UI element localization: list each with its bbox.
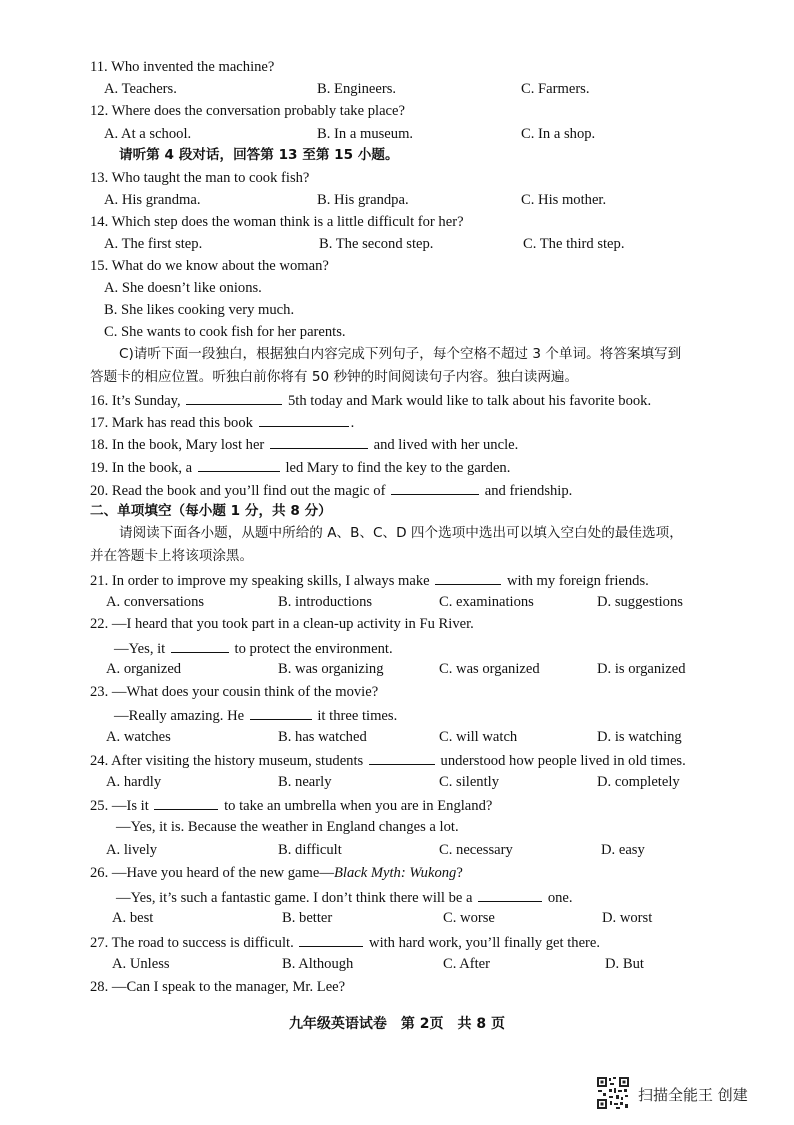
q14-option-c: C. The third step. [523,236,625,252]
q26-line1 [90,864,463,882]
q23-option-b: B. has watched [278,729,367,745]
q14-stem: 14. Which step does the woman think is a little difficult for her? [90,214,464,230]
q15-stem: 15. What do we know about the woman? [90,258,329,274]
q25-option-a: A. lively [106,842,158,858]
q24-option-d: D. completely [597,774,680,790]
q26-text-before: 26. —Have you heard of the new game— [90,865,334,881]
q17-sentence [90,412,354,432]
q24-blank [369,750,435,765]
q24-stem [90,750,686,770]
q16-text-before: 16. It’s Sunday, [90,393,185,409]
q21-text-after: with my foreign friends. [503,573,649,589]
section-2-instruction-line2: 并在答题卡上将该项涂黑。 [90,548,254,564]
q26-text-after: ? [456,865,463,881]
q27-option-a: A. Unless [112,956,170,972]
q24-text-before: 24. After visiting the history museum, students [90,753,367,769]
q27-blank [299,932,363,947]
q17-blank [259,412,349,427]
q22-option-d: D. is organized [597,661,686,677]
q27-text-after: with hard work, you’ll finally get there. [365,935,601,951]
q26-blank [478,887,542,902]
q21-option-c: C. examinations [439,594,534,610]
q11-option-c: C. Farmers. [521,81,590,97]
qr-code-icon [596,1076,630,1110]
q22-blank [171,638,229,653]
q19-blank [198,457,280,472]
q25-line2: —Yes, it is. Because the weather in England changes a lot. [116,819,459,835]
q19-text-after: led Mary to find the key to the garden. [281,460,511,476]
q22-line1: 22. —I heard that you took part in a clean-up activity in Fu River. [90,616,474,632]
q16-text-after: 5th today and Mark would like to talk about his favorite book. [284,393,652,409]
q21-option-b: B. introductions [278,594,373,610]
q17-text-after: . [350,415,355,431]
q27-stem [90,932,600,952]
q25-text-after: to take an umbrella when you are in England? [220,798,493,814]
q18-blank [270,434,368,449]
q26-option-a: A. best [112,910,154,926]
q25-text-before: 25. —Is it [90,798,153,814]
section-2-title: 二、单项填空（每小题 1 分，共 8 分） [90,503,332,519]
part-c-instruction-line2: 答题卡的相应位置。听独白前你将有 50 秒钟的时间阅读句子内容。独白读两遍。 [90,369,579,385]
q25-option-d: D. easy [601,842,645,858]
q22-option-b: B. was organizing [278,661,384,677]
q24-option-c: C. silently [439,774,499,790]
q25-option-c: C. necessary [439,842,513,858]
q23-line1: 23. —What does your cousin think of the movie? [90,684,379,700]
q27-option-c: C. After [443,956,491,972]
q12-option-a: A. At a school. [104,126,192,142]
q20-text-after: and friendship. [481,483,573,499]
q13-option-b: B. His grandpa. [317,192,409,208]
q12-option-b: B. In a museum. [317,126,414,142]
q23-text-before: —Really amazing. He [114,708,248,724]
q11-stem: 11. Who invented the machine? [90,59,275,75]
q23-blank [250,705,312,720]
q21-option-d: D. suggestions [597,594,683,610]
q12-stem: 12. Where does the conversation probably take place? [90,103,405,119]
q21-blank [435,570,501,585]
section-2-instruction-line1: 请阅读下面各小题，从题中所给的 A、B、C、D 四个选项中选出可以填入空白处的最佳选项， [119,525,683,541]
q22-text-before: —Yes, it [114,641,169,657]
part-c-instruction-line1: C)请听下面一段独白，根据独白内容完成下列句子，每个空格不超过 3 个单词。将答案填写到 [119,346,682,362]
q25-blank [154,795,218,810]
q26-line2 [116,887,573,907]
q14-option-a: A. The first step. [104,236,203,252]
q26-option-d: D. worst [602,910,653,926]
q17-text-before: 17. Mark has read this book [90,415,257,431]
q18-text-after: and lived with her uncle. [369,437,519,453]
q23-option-c: C. will watch [439,729,518,745]
q21-stem [90,570,649,590]
q21-text-before: 21. In order to improve my speaking skills, I always make [90,573,434,589]
q26-option-c: C. worse [443,910,495,926]
q14-option-b: B. The second step. [319,236,434,252]
scanner-watermark-label: 扫描全能王 创建 [638,1086,748,1104]
q20-blank [391,480,479,495]
q28-line1: 28. —Can I speak to the manager, Mr. Lee? [90,979,346,995]
q11-option-a: A. Teachers. [104,81,177,97]
q26-game-title: Black Myth: Wukong [333,865,457,881]
q25-option-b: B. difficult [278,842,342,858]
q15-option-a: A. She doesn’t like onions. [104,280,262,296]
q13-option-a: A. His grandma. [104,192,201,208]
q27-option-b: B. Although [282,956,354,972]
q26-text-after-blank: one. [544,890,573,906]
q20-text-before: 20. Read the book and you’ll find out the magic of [90,483,390,499]
q23-option-a: A. watches [106,729,171,745]
q26-option-b: B. better [282,910,333,926]
q12-option-c: C. In a shop. [521,126,596,142]
q18-sentence [90,434,518,454]
q22-text-after: to protect the environment. [230,641,393,657]
q13-stem: 13. Who taught the man to cook fish? [90,170,310,186]
q23-option-d: D. is watching [597,729,682,745]
q19-sentence [90,457,510,477]
q16-sentence [90,390,651,410]
q22-option-c: C. was organized [439,661,540,677]
q23-line2 [114,705,397,725]
q13-option-c: C. His mother. [521,192,607,208]
q18-text-before: 18. In the book, Mary lost her [90,437,268,453]
q22-line2 [114,638,393,658]
q15-option-b: B. She likes cooking very much. [104,302,295,318]
q23-text-after: it three times. [313,708,398,724]
q27-option-d: D. But [605,956,644,972]
q22-option-a: A. organized [106,661,182,677]
q26-text-before-blank: —Yes, it’s such a fantastic game. I don’t think there will be a [116,890,477,906]
q21-option-a: A. conversations [106,594,205,610]
q20-sentence [90,480,572,500]
q24-text-after: understood how people lived in old times. [436,753,686,769]
q15-option-c: C. She wants to cook fish for her parents. [104,324,346,340]
q19-text-before: 19. In the book, a [90,460,196,476]
q24-option-b: B. nearly [278,774,332,790]
q16-blank [186,390,282,405]
q27-text-before: 27. The road to success is difficult. [90,935,298,951]
q24-option-a: A. hardly [106,774,162,790]
q25-line1 [90,795,492,815]
section-4-instruction: 请听第 4 段对话，回答第 13 至第 15 小题。 [119,147,399,163]
page-footer: 九年级英语试卷 第 2页 共 8 页 [288,1016,506,1032]
q11-option-b: B. Engineers. [317,81,397,97]
